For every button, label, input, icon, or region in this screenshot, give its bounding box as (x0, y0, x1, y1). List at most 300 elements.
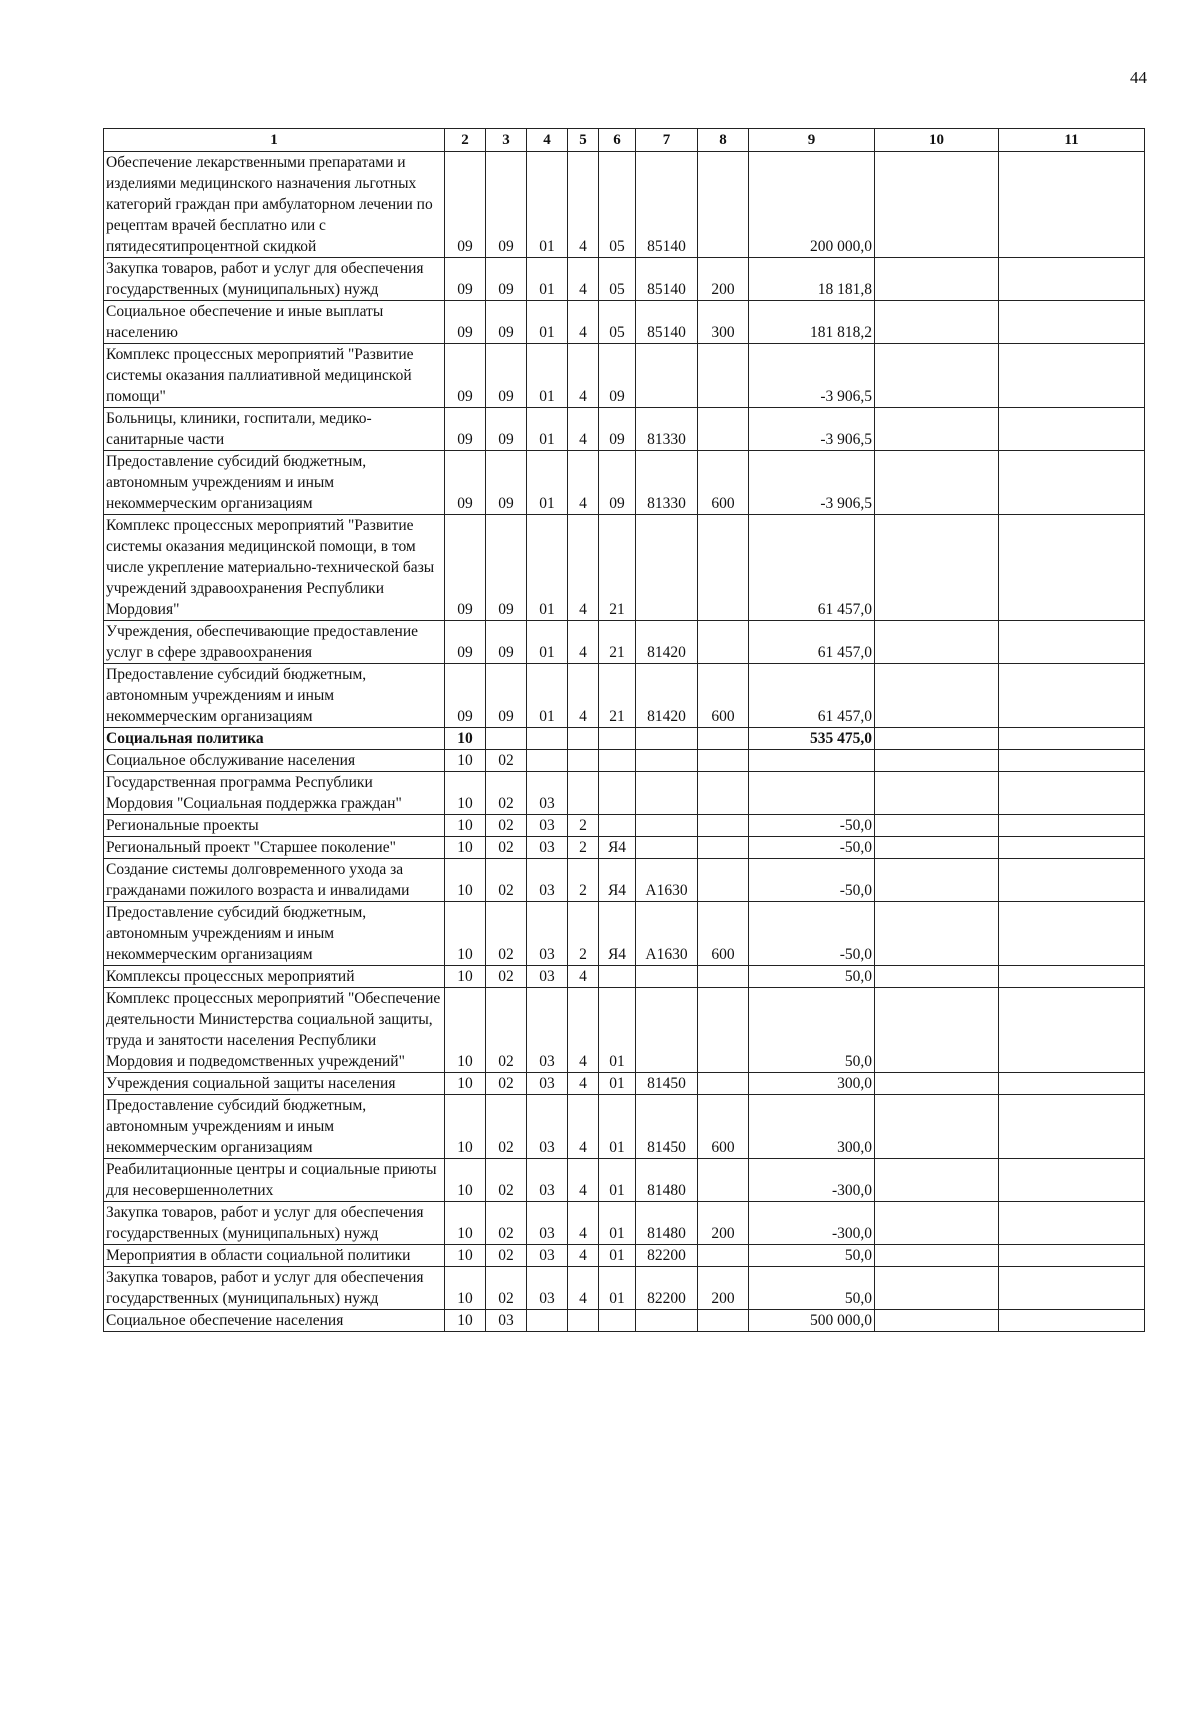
col-9-amount: 50,0 (749, 1267, 875, 1310)
col-7-code (636, 772, 698, 815)
col-6-code (599, 772, 636, 815)
col-7-code: 82200 (636, 1267, 698, 1310)
col-3-code (486, 728, 527, 750)
column-header: 10 (875, 129, 999, 152)
col-8-code: 200 (698, 258, 749, 301)
col-6-code: 05 (599, 258, 636, 301)
col-7-code: 81480 (636, 1202, 698, 1245)
table-row (104, 772, 1145, 815)
col-5-code: 2 (568, 859, 599, 902)
col-4-code: 03 (527, 1073, 568, 1095)
table-row (104, 728, 1145, 750)
col-7-code (636, 728, 698, 750)
col-11-amount (999, 1095, 1145, 1159)
col-10-amount (875, 772, 999, 815)
col-10-amount (875, 258, 999, 301)
col-4-code: 03 (527, 815, 568, 837)
col-6-code (599, 1310, 636, 1332)
col-8-code (698, 837, 749, 859)
table-row (104, 1202, 1145, 1245)
col-3-code: 02 (486, 859, 527, 902)
row-name: Комплекс процессных мероприятий "Обеспечение деятельности Министерства социальной защиты, труда и занятости населения Республики Мордовия и подведомственных учреждений" (104, 988, 445, 1073)
table-row (104, 1245, 1145, 1267)
table-row (104, 451, 1145, 515)
col-2-code: 10 (445, 772, 486, 815)
col-5-code: 2 (568, 902, 599, 966)
col-2-code: 09 (445, 451, 486, 515)
row-name: Предоставление субсидий бюджетным, автономным учреждениям и иным некоммерческим организациям (104, 451, 445, 515)
col-5-code (568, 728, 599, 750)
col-2-code: 10 (445, 859, 486, 902)
row-name: Комплекс процессных мероприятий "Развитие системы оказания медицинской помощи, в том числе укрепление материально-технической базы учреждений здравоохранения Республики Мордовия" (104, 515, 445, 621)
col-4-code: 01 (527, 408, 568, 451)
col-4-code: 01 (527, 152, 568, 258)
col-10-amount (875, 750, 999, 772)
col-9-amount: 500 000,0 (749, 1310, 875, 1332)
col-7-code: 81480 (636, 1159, 698, 1202)
col-7-code: 85140 (636, 258, 698, 301)
col-9-amount (749, 750, 875, 772)
col-2-code: 09 (445, 258, 486, 301)
col-9-amount: 61 457,0 (749, 664, 875, 728)
col-5-code: 4 (568, 1245, 599, 1267)
col-5-code: 4 (568, 1095, 599, 1159)
col-10-amount (875, 301, 999, 344)
row-name: Закупка товаров, работ и услуг для обеспечения государственных (муниципальных) нужд (104, 258, 445, 301)
col-9-amount: -300,0 (749, 1159, 875, 1202)
col-8-code: 200 (698, 1267, 749, 1310)
col-7-code (636, 966, 698, 988)
col-5-code: 4 (568, 966, 599, 988)
row-name: Учреждения, обеспечивающие предоставление услуг в сфере здравоохранения (104, 621, 445, 664)
col-10-amount (875, 902, 999, 966)
col-11-amount (999, 1245, 1145, 1267)
col-5-code: 4 (568, 515, 599, 621)
col-8-code: 600 (698, 664, 749, 728)
col-11-amount (999, 1267, 1145, 1310)
col-11-amount (999, 837, 1145, 859)
col-6-code: Я4 (599, 837, 636, 859)
col-9-amount (749, 772, 875, 815)
col-5-code: 4 (568, 664, 599, 728)
col-7-code: 81420 (636, 664, 698, 728)
col-7-code (636, 837, 698, 859)
col-5-code: 2 (568, 837, 599, 859)
row-name: Государственная программа Республики Мордовия "Социальная поддержка граждан" (104, 772, 445, 815)
col-6-code: 01 (599, 1095, 636, 1159)
col-5-code: 4 (568, 988, 599, 1073)
col-9-amount: -50,0 (749, 902, 875, 966)
col-8-code (698, 621, 749, 664)
col-9-amount: -50,0 (749, 837, 875, 859)
col-6-code: 01 (599, 988, 636, 1073)
column-header: 9 (749, 129, 875, 152)
col-7-code: 81450 (636, 1073, 698, 1095)
col-4-code: 01 (527, 451, 568, 515)
col-9-amount: -3 906,5 (749, 451, 875, 515)
col-4-code: 03 (527, 966, 568, 988)
row-name: Закупка товаров, работ и услуг для обеспечения государственных (муниципальных) нужд (104, 1202, 445, 1245)
budget-table (103, 128, 1145, 1332)
col-5-code: 4 (568, 301, 599, 344)
col-10-amount (875, 837, 999, 859)
row-name: Обеспечение лекарственными препаратами и изделиями медицинского назначения льготных категорий граждан при амбулаторном лечении по рецептам врачей бесплатно или с пятидесятипроцентной скидкой (104, 152, 445, 258)
column-header: 5 (568, 129, 599, 152)
table-row (104, 258, 1145, 301)
col-2-code: 10 (445, 1267, 486, 1310)
col-6-code: 21 (599, 515, 636, 621)
col-7-code: А1630 (636, 859, 698, 902)
col-2-code: 10 (445, 1073, 486, 1095)
col-8-code: 200 (698, 1202, 749, 1245)
column-header: 7 (636, 129, 698, 152)
row-name: Учреждения социальной защиты населения (104, 1073, 445, 1095)
col-7-code (636, 750, 698, 772)
table-row (104, 301, 1145, 344)
col-10-amount (875, 344, 999, 408)
col-11-amount (999, 1159, 1145, 1202)
col-9-amount: 61 457,0 (749, 515, 875, 621)
col-4-code: 03 (527, 1159, 568, 1202)
col-11-amount (999, 859, 1145, 902)
col-10-amount (875, 1202, 999, 1245)
col-3-code: 09 (486, 152, 527, 258)
col-10-amount (875, 1095, 999, 1159)
col-8-code (698, 152, 749, 258)
table-row (104, 408, 1145, 451)
col-8-code: 300 (698, 301, 749, 344)
col-4-code: 03 (527, 902, 568, 966)
col-7-code: 81330 (636, 408, 698, 451)
col-3-code: 02 (486, 1202, 527, 1245)
table-row (104, 1159, 1145, 1202)
table-row (104, 344, 1145, 408)
col-11-amount (999, 902, 1145, 966)
col-10-amount (875, 966, 999, 988)
col-6-code: 21 (599, 664, 636, 728)
col-7-code (636, 344, 698, 408)
col-6-code: 01 (599, 1267, 636, 1310)
col-6-code: 09 (599, 408, 636, 451)
table-row (104, 1095, 1145, 1159)
col-9-amount: -50,0 (749, 815, 875, 837)
col-4-code: 03 (527, 1202, 568, 1245)
col-3-code: 09 (486, 621, 527, 664)
col-5-code: 4 (568, 451, 599, 515)
col-7-code: 85140 (636, 152, 698, 258)
col-8-code: 600 (698, 451, 749, 515)
col-6-code: 01 (599, 1202, 636, 1245)
col-3-code: 09 (486, 451, 527, 515)
col-3-code: 09 (486, 408, 527, 451)
row-name: Создание системы долговременного ухода за гражданами пожилого возраста и инвалидами (104, 859, 445, 902)
col-11-amount (999, 408, 1145, 451)
col-5-code: 4 (568, 1159, 599, 1202)
table-row (104, 515, 1145, 621)
row-name: Предоставление субсидий бюджетным, автономным учреждениям и иным некоммерческим организациям (104, 664, 445, 728)
row-name: Региональный проект "Старшее поколение" (104, 837, 445, 859)
row-name: Социальное обеспечение и иные выплаты населению (104, 301, 445, 344)
col-4-code: 01 (527, 301, 568, 344)
col-8-code (698, 515, 749, 621)
col-5-code: 4 (568, 152, 599, 258)
col-3-code: 09 (486, 258, 527, 301)
col-4-code: 01 (527, 258, 568, 301)
col-9-amount: -3 906,5 (749, 344, 875, 408)
header-row (104, 129, 1145, 152)
col-6-code: 01 (599, 1245, 636, 1267)
table-row (104, 750, 1145, 772)
col-2-code: 10 (445, 1095, 486, 1159)
col-3-code: 09 (486, 664, 527, 728)
col-10-amount (875, 1073, 999, 1095)
col-7-code (636, 815, 698, 837)
col-2-code: 09 (445, 152, 486, 258)
col-8-code: 600 (698, 1095, 749, 1159)
col-5-code (568, 1310, 599, 1332)
row-name: Предоставление субсидий бюджетным, автономным учреждениям и иным некоммерческим организациям (104, 902, 445, 966)
col-11-amount (999, 988, 1145, 1073)
col-10-amount (875, 1267, 999, 1310)
col-4-code (527, 750, 568, 772)
table-row (104, 621, 1145, 664)
col-8-code (698, 344, 749, 408)
col-10-amount (875, 621, 999, 664)
row-name: Региональные проекты (104, 815, 445, 837)
col-10-amount (875, 664, 999, 728)
col-6-code: 09 (599, 451, 636, 515)
col-6-code (599, 815, 636, 837)
row-name: Закупка товаров, работ и услуг для обеспечения государственных (муниципальных) нужд (104, 1267, 445, 1310)
col-2-code: 10 (445, 750, 486, 772)
col-5-code (568, 750, 599, 772)
col-6-code: 05 (599, 301, 636, 344)
col-4-code (527, 1310, 568, 1332)
page-number: 44 (1130, 68, 1147, 87)
col-3-code: 03 (486, 1310, 527, 1332)
column-header: 8 (698, 129, 749, 152)
column-header: 1 (104, 129, 445, 152)
col-5-code: 4 (568, 408, 599, 451)
col-3-code: 02 (486, 772, 527, 815)
col-11-amount (999, 772, 1145, 815)
col-10-amount (875, 152, 999, 258)
col-10-amount (875, 728, 999, 750)
col-10-amount (875, 451, 999, 515)
col-4-code: 03 (527, 988, 568, 1073)
col-11-amount (999, 152, 1145, 258)
table-row (104, 1073, 1145, 1095)
row-name: Реабилитационные центры и социальные приюты для несовершеннолетних (104, 1159, 445, 1202)
col-2-code: 10 (445, 902, 486, 966)
col-11-amount (999, 1202, 1145, 1245)
col-5-code: 4 (568, 1202, 599, 1245)
col-8-code (698, 859, 749, 902)
col-11-amount (999, 451, 1145, 515)
col-6-code: Я4 (599, 859, 636, 902)
col-4-code: 03 (527, 1267, 568, 1310)
table-row (104, 966, 1145, 988)
row-name: Комплексы процессных мероприятий (104, 966, 445, 988)
table-row (104, 859, 1145, 902)
col-2-code: 09 (445, 301, 486, 344)
col-10-amount (875, 1159, 999, 1202)
col-3-code: 02 (486, 1245, 527, 1267)
col-10-amount (875, 988, 999, 1073)
col-3-code: 02 (486, 815, 527, 837)
col-7-code: 85140 (636, 301, 698, 344)
col-9-amount: 61 457,0 (749, 621, 875, 664)
col-5-code: 4 (568, 1073, 599, 1095)
col-7-code (636, 1310, 698, 1332)
col-3-code: 02 (486, 750, 527, 772)
col-7-code: 81330 (636, 451, 698, 515)
table-row (104, 1310, 1145, 1332)
col-2-code: 09 (445, 621, 486, 664)
col-9-amount: 300,0 (749, 1095, 875, 1159)
col-4-code: 03 (527, 1095, 568, 1159)
col-4-code (527, 728, 568, 750)
col-6-code (599, 750, 636, 772)
col-2-code: 10 (445, 1245, 486, 1267)
col-11-amount (999, 301, 1145, 344)
col-2-code: 10 (445, 837, 486, 859)
col-8-code (698, 728, 749, 750)
col-6-code (599, 966, 636, 988)
col-9-amount: 181 818,2 (749, 301, 875, 344)
col-6-code: 05 (599, 152, 636, 258)
col-6-code: 09 (599, 344, 636, 408)
table-row (104, 902, 1145, 966)
col-7-code: 81450 (636, 1095, 698, 1159)
col-9-amount: 50,0 (749, 988, 875, 1073)
col-11-amount (999, 1310, 1145, 1332)
col-10-amount (875, 515, 999, 621)
col-3-code: 02 (486, 837, 527, 859)
table-row (104, 152, 1145, 258)
column-header: 11 (999, 129, 1145, 152)
row-name: Социальное обслуживание населения (104, 750, 445, 772)
col-8-code (698, 750, 749, 772)
col-3-code: 02 (486, 988, 527, 1073)
table-row (104, 815, 1145, 837)
row-name: Больницы, клиники, госпитали, медико-санитарные части (104, 408, 445, 451)
col-11-amount (999, 815, 1145, 837)
col-7-code (636, 988, 698, 1073)
col-5-code: 4 (568, 258, 599, 301)
col-3-code: 09 (486, 344, 527, 408)
col-11-amount (999, 728, 1145, 750)
col-9-amount: 200 000,0 (749, 152, 875, 258)
col-6-code (599, 728, 636, 750)
col-11-amount (999, 750, 1145, 772)
col-4-code: 03 (527, 859, 568, 902)
col-9-amount: 50,0 (749, 1245, 875, 1267)
col-8-code (698, 1159, 749, 1202)
col-10-amount (875, 1245, 999, 1267)
row-name: Социальное обеспечение населения (104, 1310, 445, 1332)
col-7-code: 82200 (636, 1245, 698, 1267)
column-header: 6 (599, 129, 636, 152)
col-11-amount (999, 621, 1145, 664)
col-2-code: 10 (445, 966, 486, 988)
col-2-code: 10 (445, 988, 486, 1073)
row-name: Социальная политика (104, 728, 445, 750)
col-2-code: 10 (445, 728, 486, 750)
col-8-code (698, 772, 749, 815)
row-name: Предоставление субсидий бюджетным, автономным учреждениям и иным некоммерческим организациям (104, 1095, 445, 1159)
col-9-amount: -50,0 (749, 859, 875, 902)
column-header: 3 (486, 129, 527, 152)
col-5-code: 4 (568, 1267, 599, 1310)
col-4-code: 03 (527, 772, 568, 815)
col-8-code (698, 1073, 749, 1095)
col-10-amount (875, 859, 999, 902)
col-9-amount: 18 181,8 (749, 258, 875, 301)
col-2-code: 09 (445, 664, 486, 728)
col-11-amount (999, 966, 1145, 988)
col-5-code (568, 772, 599, 815)
col-3-code: 02 (486, 1159, 527, 1202)
col-2-code: 09 (445, 408, 486, 451)
table-row (104, 988, 1145, 1073)
col-10-amount (875, 815, 999, 837)
col-6-code: 01 (599, 1159, 636, 1202)
col-11-amount (999, 258, 1145, 301)
col-10-amount (875, 408, 999, 451)
col-8-code: 600 (698, 902, 749, 966)
col-8-code (698, 408, 749, 451)
column-header: 4 (527, 129, 568, 152)
col-3-code: 09 (486, 515, 527, 621)
col-2-code: 09 (445, 515, 486, 621)
col-11-amount (999, 515, 1145, 621)
col-2-code: 10 (445, 1310, 486, 1332)
col-7-code: А1630 (636, 902, 698, 966)
col-5-code: 2 (568, 815, 599, 837)
col-9-amount: 535 475,0 (749, 728, 875, 750)
col-4-code: 01 (527, 515, 568, 621)
col-8-code (698, 1310, 749, 1332)
col-7-code (636, 515, 698, 621)
col-8-code (698, 1245, 749, 1267)
col-8-code (698, 815, 749, 837)
col-6-code: 21 (599, 621, 636, 664)
col-9-amount: 50,0 (749, 966, 875, 988)
col-2-code: 10 (445, 1159, 486, 1202)
col-4-code: 03 (527, 837, 568, 859)
col-3-code: 02 (486, 966, 527, 988)
col-3-code: 02 (486, 1073, 527, 1095)
col-3-code: 02 (486, 1095, 527, 1159)
col-5-code: 4 (568, 344, 599, 408)
col-3-code: 02 (486, 1267, 527, 1310)
col-2-code: 10 (445, 1202, 486, 1245)
col-9-amount: -3 906,5 (749, 408, 875, 451)
row-name: Комплекс процессных мероприятий "Развитие системы оказания паллиативной медицинской помощи" (104, 344, 445, 408)
col-10-amount (875, 1310, 999, 1332)
col-9-amount: 300,0 (749, 1073, 875, 1095)
col-7-code: 81420 (636, 621, 698, 664)
column-header: 2 (445, 129, 486, 152)
table-row (104, 664, 1145, 728)
col-9-amount: -300,0 (749, 1202, 875, 1245)
col-11-amount (999, 344, 1145, 408)
col-3-code: 02 (486, 902, 527, 966)
col-4-code: 01 (527, 344, 568, 408)
col-4-code: 03 (527, 1245, 568, 1267)
col-4-code: 01 (527, 664, 568, 728)
